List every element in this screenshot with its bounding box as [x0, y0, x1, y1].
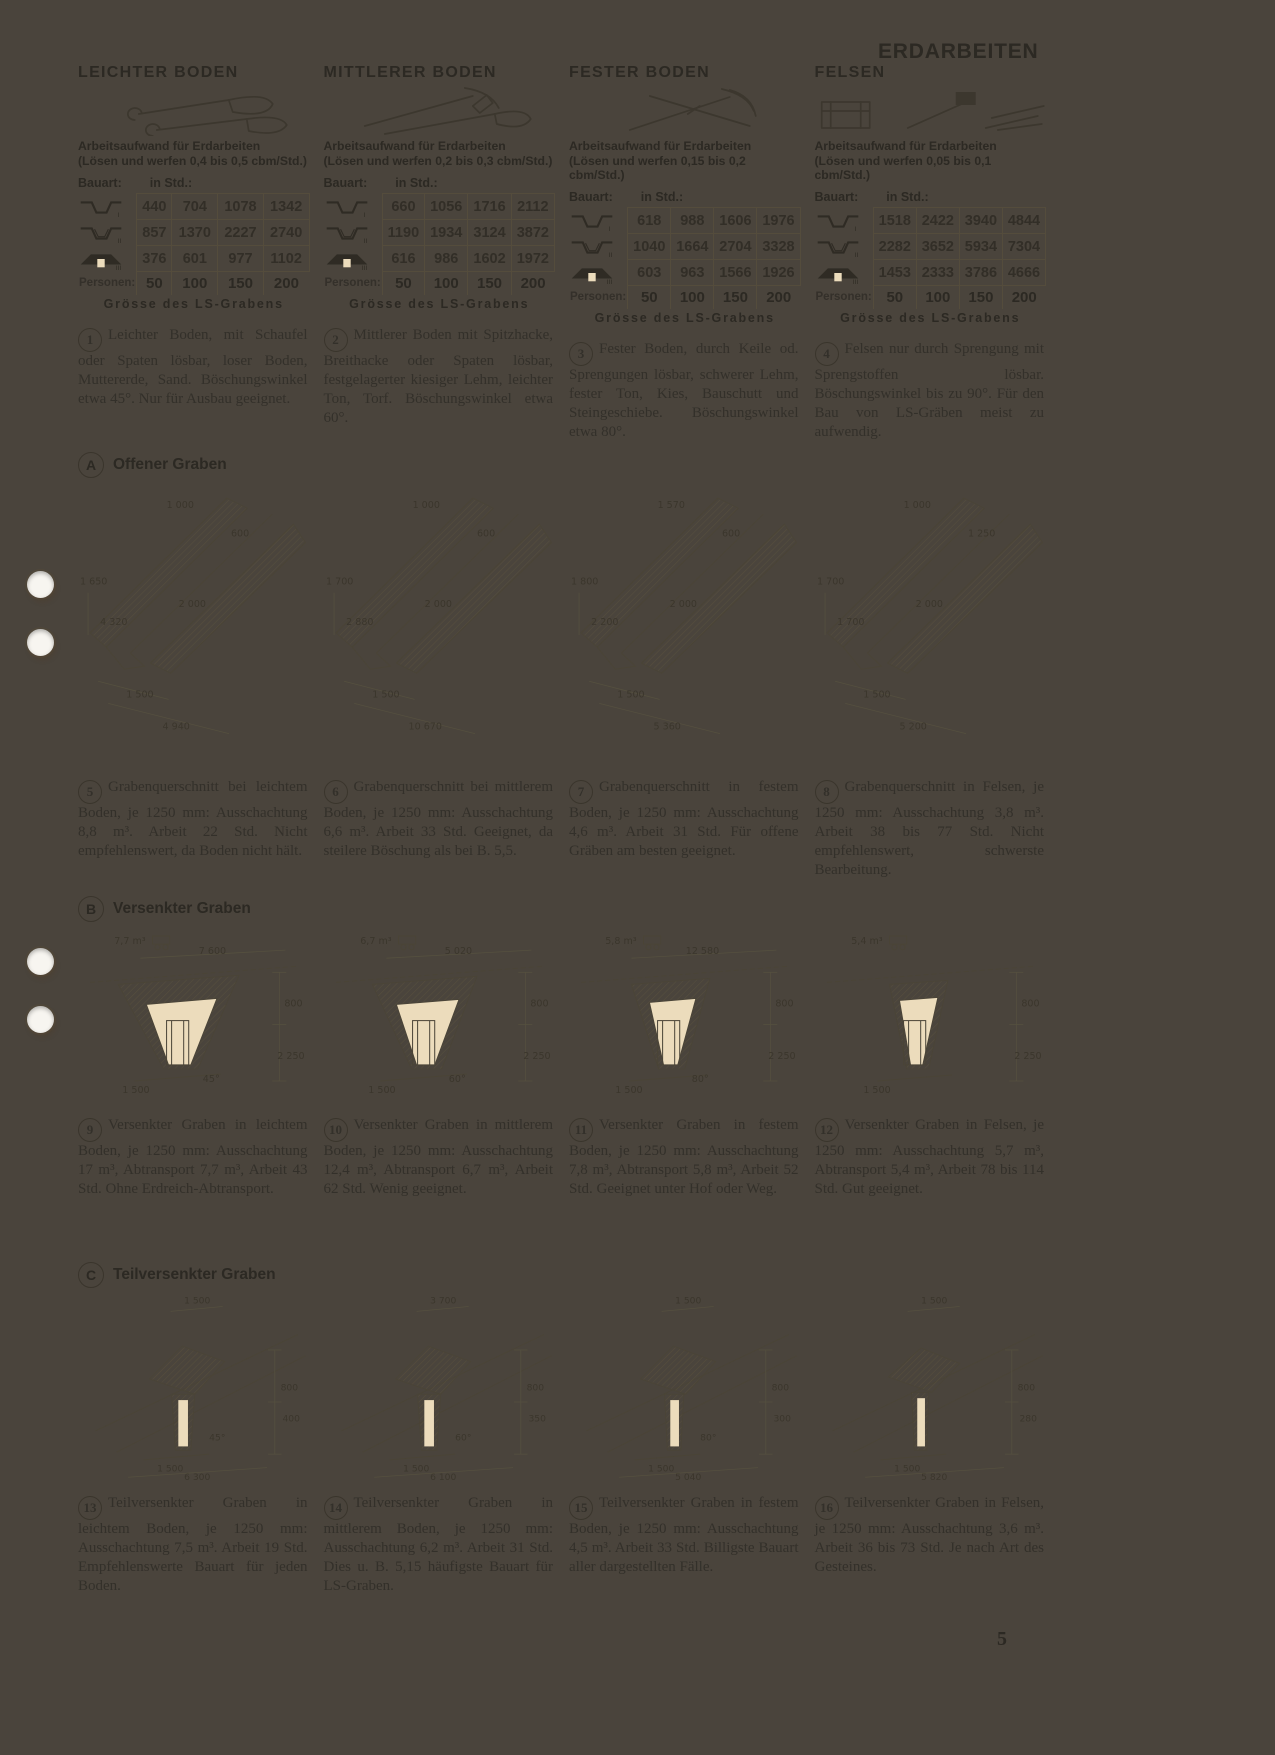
dim-label: 2 250 [1013, 1050, 1042, 1062]
volume-label: 5,4 m³ [850, 936, 883, 948]
svg-text:II: II [854, 250, 858, 259]
dim-label: 1 500 [862, 1085, 891, 1097]
trench-profile-1-icon [815, 209, 861, 233]
svg-text:I: I [363, 210, 366, 219]
column-heading: FELSEN [814, 64, 886, 81]
note-text: Teilversenkter Graben in festem Boden, je 1250 mm: Ausschachtung 4,5 m³. Arbeit 33 Std. Billigste Bauart aller dargestellten Fälle. [569, 1495, 799, 1576]
table-row: I 440 704 1078 1342 [78, 194, 309, 220]
table-row: I 660 1056 1716 2112 [324, 194, 555, 220]
section-b-diagrams [78, 928, 1046, 1104]
note-number: 2 [324, 328, 348, 352]
open-trench-rock-diagram [815, 484, 1047, 766]
table-row: II 2282 3652 5934 7304 [815, 234, 1046, 260]
table-row: II 1190 1934 3124 3872 [324, 220, 555, 246]
angle-label: 60° [448, 1073, 466, 1085]
angle-label: 60° [454, 1432, 471, 1444]
bauart-label: Bauart: [814, 190, 859, 204]
dim-label: 1 500 [862, 689, 891, 701]
note-text: Grabenquerschnitt bei mittlerem Boden, je 1250 mm: Ausschachtung 6,6 m³. Arbeit 33 Std. Geeignet, da steilere Böschung als bei B. 5,5. [323, 778, 553, 859]
note-text: Grabenquerschnitt bei leichtem Boden, je 1250 mm: Ausschachtung 8,8 m³. Arbeit 22 Std. Nicht empfehlenswert, da Boden nicht hält. [78, 778, 308, 859]
page-title: ERDARBEITEN [878, 40, 1039, 63]
dim-label: 1 650 [80, 576, 108, 588]
trench-profile-2-icon [324, 221, 370, 245]
dim-label: 1 500 [615, 1085, 643, 1097]
table-caption: Grösse des LS-Grabens [349, 297, 530, 311]
open-trench-diagram [78, 484, 310, 766]
open-trench-diagram [324, 484, 556, 766]
open-trench-diagram [569, 484, 801, 766]
dim-label: 1 570 [657, 500, 685, 512]
crate-hammer-drill-icon [815, 84, 1047, 138]
bauart-label: Bauart: [323, 176, 368, 190]
bauart-label: Bauart: [569, 190, 613, 204]
dim-label: 4 940 [162, 721, 190, 733]
note-text: Leichter Boden, mit Schaufel oder Spaten lösbar, loser Boden, Muttererde, Sand. Böschungswinkel etwa 45°. Nur für Ausbau geeignet. [78, 327, 308, 408]
volume-label: 6,7 m³ [359, 936, 392, 948]
section-a-diagrams [78, 484, 1046, 766]
punch-hole [27, 629, 54, 656]
effort-caption: Arbeitsaufwand für Erdarbeiten [78, 139, 261, 153]
dim-label: 1 700 [836, 616, 864, 628]
note-number: 3 [569, 342, 593, 366]
covered-trench-profile-icon [815, 261, 861, 285]
note-text: Felsen nur durch Sprengung mit Sprengstoffen lösbar. Böschungswinkel bis zu 90°. Für den Bau von LS-Gräben meist zu aufwendig. [814, 341, 1044, 441]
section-c-diagrams [78, 1294, 1046, 1482]
dim-label: 1 500 [920, 1295, 947, 1307]
effort-caption-rate: (Lösen und werfen 0,2 bis 0,3 cbm/Std.) [323, 154, 553, 168]
dim-label: 350 [527, 1413, 546, 1425]
cart-icon [152, 936, 169, 950]
hours-table [324, 193, 556, 295]
dim-label: 5 820 [920, 1472, 947, 1483]
note-number: 12 [815, 1118, 839, 1142]
hours-table [78, 193, 310, 295]
note-number: 11 [569, 1118, 593, 1142]
note-number: 14 [324, 1496, 348, 1520]
svg-text:III: III [852, 277, 858, 285]
table-row: III 616 986 1602 1972 [324, 246, 555, 272]
dim-label: 6 100 [429, 1472, 456, 1483]
column-heading: LEICHTER BODEN [78, 64, 239, 81]
section-letter: B [78, 896, 104, 922]
dim-label: 1 500 [157, 1463, 184, 1475]
table-row: III 603 963 1566 1926 [569, 260, 800, 286]
note-7 [569, 778, 799, 880]
half-sunken-trench-rock-diagram [815, 1294, 1047, 1482]
effort-caption-rate: (Lösen und werfen 0,4 bis 0,5 cbm/Std.) [78, 154, 307, 168]
trench-profile-2-icon [815, 235, 861, 259]
dim-label: 2 250 [768, 1050, 796, 1062]
table-row: I 1518 2422 3940 4844 [815, 208, 1046, 234]
note-text: Grabenquerschnitt in festem Boden, je 1250 mm: Ausschachtung 4,6 m³. Arbeit 31 Std. Für offene Gräben am besten geeignet. [569, 778, 799, 859]
note-number: 15 [569, 1496, 593, 1520]
trench-profile-2-icon [78, 221, 124, 245]
note-number: 5 [78, 780, 102, 804]
note-text: Fester Boden, durch Keile od. Sprengungen lösbar, schwerer Lehm, fester Ton, Kies, Bauschutt und Steingeschiebe. Böschungswinkel etwa 80°. [569, 341, 799, 441]
table-row: III 376 601 977 1102 [78, 246, 309, 272]
svg-text:II: II [608, 250, 613, 259]
personen-row: Personen: 50 100 150 200 [815, 286, 1046, 310]
table-caption: Grösse des LS-Grabens [594, 311, 775, 325]
note-9 [78, 1116, 308, 1199]
personen-row: Personen: 50 100 150 200 [324, 272, 555, 296]
note-number: 16 [815, 1496, 839, 1520]
svg-text:I: I [854, 224, 857, 233]
effort-caption: Arbeitsaufwand für Erdarbeiten [323, 139, 506, 153]
dim-label: 800 [284, 998, 303, 1010]
dim-label: 2 200 [591, 616, 619, 628]
note-text: Teilversenkter Graben in Felsen, je 1250 mm: Ausschachtung 3,6 m³. Arbeit 36 bis 73 Std. Je nach Art des Gesteines. [814, 1495, 1044, 1576]
note-14 [324, 1494, 554, 1596]
note-text: Teilversenkter Graben in leichtem Boden, je 1250 mm: Ausschachtung 7,5 m³. Arbeit 19 Std. Empfehlenswerte Bauart für jeden Boden. [78, 1495, 308, 1595]
dim-label: 3 700 [429, 1295, 456, 1307]
column-felsen [815, 64, 1047, 442]
note-10 [324, 1116, 554, 1199]
section-versenkter-graben [78, 896, 1046, 1199]
effort-caption-rate: (Lösen und werfen 0,15 bis 0,2 cbm/Std.) [569, 154, 746, 182]
trench-profile-2-icon [569, 235, 615, 259]
sunken-trench-diagram [78, 928, 310, 1104]
dim-label: 2 880 [345, 616, 373, 628]
table-row: I 618 988 1606 1976 [569, 208, 800, 234]
note-number: 7 [569, 780, 593, 804]
svg-text:III: III [361, 263, 367, 271]
note-text: Teilversenkter Graben in mittlerem Boden, je 1250 mm: Ausschachtung 6,2 m³. Arbeit 31 Std. Dies u. B. 5,15 häufigste Bauart für LS-Graben. [323, 1495, 553, 1595]
half-sunken-trench-diagram [324, 1294, 556, 1482]
dim-label: 280 [1018, 1413, 1037, 1425]
dim-label: 800 [529, 998, 549, 1010]
svg-text:II: II [117, 236, 122, 245]
angle-label: 45° [209, 1432, 226, 1444]
personen-row: Personen: 50 100 150 200 [569, 286, 800, 310]
effort-caption-rate: (Lösen und werfen 0,05 bis 0,1 cbm/Std.) [814, 154, 992, 182]
dim-label: 800 [1017, 1382, 1035, 1394]
section-title: Offener Graben [113, 456, 227, 473]
pickaxes-icon [569, 84, 801, 138]
effort-caption: Arbeitsaufwand für Erdarbeiten [569, 139, 752, 153]
section-letter: A [78, 452, 104, 478]
personen-row: Personen: 50 100 150 200 [78, 272, 309, 296]
dim-label: 5 200 [899, 721, 927, 733]
note-text: Mittlerer Boden mit Spitzhacke, Breithacke oder Spaten lösbar, festgelagerter kiesiger Lehm, leichter Ton, Torf. Böschungswinkel etwa 60°. [323, 327, 553, 427]
note-12 [815, 1116, 1045, 1199]
volume-label: 5,8 m³ [605, 936, 637, 948]
table-row: II 1040 1664 2704 3328 [569, 234, 800, 260]
dim-label: 5 020 [444, 946, 472, 958]
svg-text:III: III [606, 277, 613, 285]
dim-label: 1 500 [893, 1463, 920, 1475]
dim-label: 800 [280, 1382, 299, 1394]
section-title: Versenkter Graben [113, 900, 251, 917]
dim-label: 800 [775, 998, 794, 1010]
std-label: in Std.: [640, 190, 684, 204]
note-3 [569, 340, 799, 442]
page-number: 5 [997, 1628, 1007, 1650]
section-teilversenkter-graben [78, 1262, 1046, 1596]
svg-text:III: III [115, 263, 122, 271]
note-5 [78, 778, 308, 880]
note-1 [78, 326, 308, 409]
column-mittlerer-boden [324, 64, 556, 442]
trench-profile-1-icon [569, 209, 615, 233]
hours-table [569, 207, 801, 309]
section-letter: C [78, 1262, 104, 1288]
section-title: Teilversenkter Graben [113, 1266, 276, 1283]
cart-icon [643, 936, 660, 950]
trench-profile-1-icon [78, 195, 124, 219]
column-leichter-boden [78, 64, 310, 442]
section-a-notes [78, 774, 1046, 880]
dim-label: 6 300 [184, 1472, 211, 1483]
section-c-notes [78, 1490, 1046, 1596]
dim-label: 2 250 [277, 1050, 305, 1062]
dim-label: 600 [721, 528, 741, 540]
sunken-trench-diagram [569, 928, 801, 1104]
trench-profile-1-icon [324, 195, 370, 219]
note-text: Versenkter Graben in Felsen, je 1250 mm: Ausschachtung 5,7 m³, Abtransport 5,4 m³, Arbeit 78 bis 114 Std. Gut geeignet. [814, 1117, 1044, 1198]
dim-label: 5 040 [675, 1472, 702, 1483]
punch-hole [27, 1006, 54, 1033]
dim-label: 1 500 [402, 1463, 429, 1475]
std-label: in Std.: [886, 190, 929, 204]
svg-text:II: II [363, 236, 367, 245]
dim-label: 1 500 [371, 689, 400, 701]
note-text: Grabenquerschnitt in Felsen, je 1250 mm: Ausschachtung 3,8 m³. Arbeit 38 bis 77 Std. Nicht empfehlenswert, schwerste Bearbeitung. [814, 778, 1044, 878]
dim-label: 1 700 [325, 576, 353, 588]
half-sunken-trench-diagram [569, 1294, 801, 1482]
angle-label: 45° [202, 1073, 220, 1085]
dim-label: 12 580 [685, 946, 720, 958]
dim-label: 1 500 [675, 1295, 702, 1307]
angle-label: 80° [691, 1073, 709, 1085]
dim-label: 1 000 [903, 500, 931, 512]
effort-caption: Arbeitsaufwand für Erdarbeiten [814, 139, 997, 153]
table-caption: Grösse des LS-Grabens [103, 297, 284, 311]
dim-label: 2 000 [669, 598, 697, 610]
sunken-trench-diagram [324, 928, 556, 1104]
dim-label: 1 000 [166, 500, 194, 512]
note-text: Versenkter Graben in festem Boden, je 1250 mm: Ausschachtung 7,8 m³, Abtransport 5,8 m³, Arbeit 52 Std. Geeignet unter Hof oder Weg. [569, 1117, 799, 1198]
sunken-trench-rock-diagram [815, 928, 1047, 1104]
note-11 [569, 1116, 799, 1199]
dim-label: 1 500 [122, 1085, 150, 1097]
dim-label: 600 [230, 528, 250, 540]
section-b-notes [78, 1112, 1046, 1199]
note-text: Versenkter Graben in leichtem Boden, je 1250 mm: Ausschachtung 17 m³, Abtransport 7,7 m³, Arbeit 43 Std. Ohne Erdreich-Abtransport. [78, 1117, 308, 1198]
dim-label: 600 [476, 528, 495, 540]
dim-label: 1 500 [617, 689, 645, 701]
volume-label: 7,7 m³ [114, 936, 146, 948]
spades-icon [78, 84, 310, 138]
dim-label: 400 [282, 1413, 300, 1425]
bauart-label: Bauart: [78, 176, 122, 190]
dim-label: 300 [773, 1413, 791, 1425]
note-16 [815, 1494, 1045, 1596]
hours-table [815, 207, 1047, 309]
note-13 [78, 1494, 308, 1596]
covered-trench-profile-icon [324, 247, 370, 271]
dim-label: 10 670 [408, 721, 442, 733]
cart-icon [889, 936, 906, 950]
note-number: 6 [324, 780, 348, 804]
cart-icon [398, 936, 415, 950]
std-label: in Std.: [149, 176, 193, 190]
column-fester-boden [569, 64, 801, 442]
dim-label: 4 320 [100, 616, 128, 628]
covered-trench-profile-icon [569, 261, 615, 285]
dim-label: 1 500 [648, 1463, 675, 1475]
note-8 [815, 778, 1045, 880]
dim-label: 2 000 [424, 598, 452, 610]
punch-hole [27, 571, 54, 598]
dim-label: 5 360 [653, 721, 681, 733]
dim-label: 1 700 [816, 576, 844, 588]
column-heading: MITTLERER BODEN [323, 64, 497, 81]
note-number: 10 [324, 1118, 348, 1142]
table-row: II 857 1370 2227 2740 [78, 220, 309, 246]
dim-label: 2 000 [915, 598, 943, 610]
dim-label: 2 250 [522, 1050, 551, 1062]
table-row: III 1453 2333 3786 4666 [815, 260, 1046, 286]
soil-type-columns [78, 64, 1046, 442]
note-number: 1 [78, 328, 102, 352]
svg-text:I: I [117, 210, 120, 219]
note-number: 8 [815, 780, 839, 804]
dim-label: 1 000 [412, 500, 440, 512]
table-caption: Grösse des LS-Grabens [840, 311, 1021, 325]
covered-trench-profile-icon [78, 247, 124, 271]
section-offener-graben [78, 452, 1046, 880]
note-text: Versenkter Graben in mittlerem Boden, je 1250 mm: Ausschachtung 12,4 m³, Abtransport 6,7 m³, Arbeit 62 Std. Wenig geeignet. [323, 1117, 553, 1198]
note-number: 4 [815, 342, 839, 366]
dim-label: 800 [1020, 998, 1040, 1010]
note-15 [569, 1494, 799, 1596]
note-number: 9 [78, 1118, 102, 1142]
dim-label: 1 500 [367, 1085, 396, 1097]
note-4 [815, 340, 1045, 442]
note-2 [324, 326, 554, 428]
pickaxe-spade-icon [324, 84, 556, 138]
dim-label: 1 250 [967, 528, 995, 540]
dim-label: 800 [526, 1382, 544, 1394]
note-6 [324, 778, 554, 880]
dim-label: 1 500 [126, 689, 154, 701]
punch-hole [27, 948, 54, 975]
note-number: 13 [78, 1496, 102, 1520]
half-sunken-trench-diagram [78, 1294, 310, 1482]
dim-label: 800 [771, 1382, 790, 1394]
angle-label: 80° [700, 1432, 717, 1444]
dim-label: 7 600 [198, 946, 227, 958]
dim-label: 2 000 [178, 598, 206, 610]
std-label: in Std.: [395, 176, 438, 190]
dim-label: 1 500 [184, 1295, 211, 1307]
dim-label: 1 800 [571, 576, 599, 588]
column-heading: FESTER BODEN [569, 64, 710, 81]
svg-text:I: I [608, 224, 611, 233]
